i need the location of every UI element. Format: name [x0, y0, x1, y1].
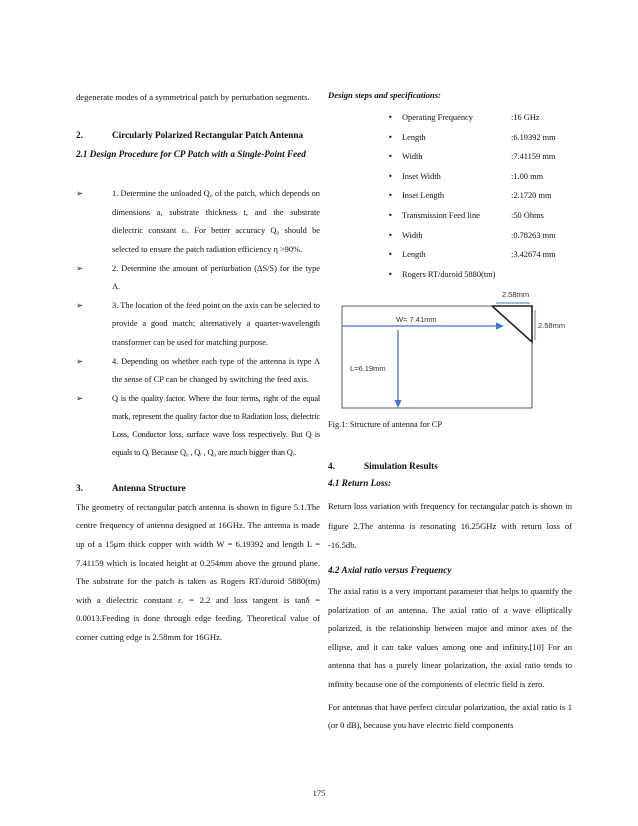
intro-paragraph: degenerate modes of a symmetrical patch by perturbation segments.: [76, 92, 310, 102]
section-2-title: Circularly Polarized Rectangular Patch Antenna: [112, 130, 304, 141]
spec-item: • Width :7.41159 mm: [328, 147, 572, 167]
axial-ratio-paragraph-2: For antennas that have perfect circular polarization, the axial ratio is 1 (or 0 dB), because you have electric field components: [328, 701, 572, 731]
design-step-3: ➢ 3. The location of the feed point on the axis can be selected to provide a good match; alternatively a quarter-wavelength transformer can be used for matching purpose.: [94, 297, 320, 353]
figure-caption: Fig.1: Structure of antenna for CP: [328, 420, 442, 430]
design-steps-list: [76, 185, 320, 462]
design-step-1: ➢ 1. Determine the unloaded Q₀ of the patch, which depends on dimensions a, substrate thickness t, and the substrate dielectric constant εᵣ. For better accuracy Q₀ should be selected to ensure the patch radiation efficiency η >90%.: [94, 185, 320, 259]
section-4-title: Simulation Results: [364, 461, 438, 472]
antenna-structure-paragraph: The geometry of rectangular patch antenna is shown in figure 5.1.The centre frequency of antenna designed at 16GHz. The antenna is made up of a 15μm thick copper with width W = 6.19392 and length L = 7.41159 which is located height at 0.254mm above the ground plane. The substrate for the patch is taken as Rogers RT/duroid 5880(tm) with a dielectric constant εᵣ = 2.2 and loss tangent is tanδ = 0.0013.Feeding is done through edge feeding. Theoretical value of corner cutting edge is 2.58mm for 16GHz.: [76, 501, 320, 642]
length-label: L=6.19mm: [350, 364, 386, 374]
spec-list: [328, 108, 572, 284]
top-cut-label: 2.58mm: [502, 290, 530, 300]
length-arrowhead: [395, 400, 402, 408]
design-step-q-note: ➢ Q is the quality factor. Where the four terms, right of the equal mark, represent the quality factor due to Radiation loss, dielectric Loss, Conductor loss, surface wave loss respectively. But Q is equals to Qᵣ Because Q₀ , Qᵣ , Q₀ are much bigger than Qᵣ.: [94, 390, 320, 462]
subsection-2-1-heading: 2.1 Design Procedure for CP Patch with a Single-Point Feed: [76, 149, 306, 160]
page-number: 175: [312, 788, 326, 798]
section-3-heading: [76, 482, 320, 494]
section-3-number: 3.: [76, 482, 83, 493]
section-4-number: 4.: [328, 461, 335, 472]
spec-item: • Inset Length :2.1720 mm: [328, 186, 572, 206]
subsection-4-2-heading: 4.2 Axial ratio versus Frequency: [328, 564, 452, 575]
right-column: [328, 88, 572, 735]
width-label: W= 7.41mm: [396, 315, 437, 325]
spec-item: • Length :3.42674 mm: [328, 245, 572, 265]
spec-item: • Rogers RT/duroid 5880(tm): [328, 265, 572, 285]
width-arrowhead: [496, 323, 504, 330]
design-step-4: ➢ 4. Depending on whether each type of the antenna is type A the sense of CP can be changed by switching the feed axis.: [94, 353, 320, 390]
section-2-number: 2.: [76, 130, 83, 141]
design-steps-heading: Design steps and specifications:: [328, 90, 441, 100]
section-4-heading: [328, 460, 572, 472]
return-loss-paragraph: Return loss variation with frequency for rectangular patch is shown in figure 2.The antenna is resonating 16.25GHz with return loss of -16.5db.: [328, 501, 572, 550]
patch-outline: [342, 306, 532, 408]
spec-item: • Operating Frequency :16 GHz: [328, 108, 572, 128]
axial-ratio-paragraph-1: The axial ratio is a very important parameter that helps to quantify the polarization of an antenna. The axial ratio of a wave elliptically polarized, is the relationship between major and minor axes of the ellipse, and it can take values among one and infinity.[10] For an antenna that has a purely linear polarization, the axial ratio tends to infinity because one of the components of electric field is zero.: [328, 585, 572, 689]
section-2-heading: [76, 129, 320, 141]
spec-item: • Length :6.19392 mm: [328, 128, 572, 148]
subsection-4-1-heading: 4.1 Return Loss:: [328, 478, 392, 489]
spec-item: • Width :0.78263 mm: [328, 226, 572, 246]
spec-item: • Inset Width :1.00 mm: [328, 167, 572, 187]
antenna-structure-figure: [328, 290, 572, 412]
design-step-2: ➢ 2. Determine the amount of perturbation (ΔS/S) for the type A.: [94, 260, 320, 297]
spec-item: • Transmission Feed line :50 Ohms: [328, 206, 572, 226]
section-3-title: Antenna Structure: [112, 482, 186, 493]
antenna-diagram: [328, 290, 572, 412]
side-cut-label: 2.58mm: [538, 321, 566, 331]
left-column: [76, 88, 320, 646]
